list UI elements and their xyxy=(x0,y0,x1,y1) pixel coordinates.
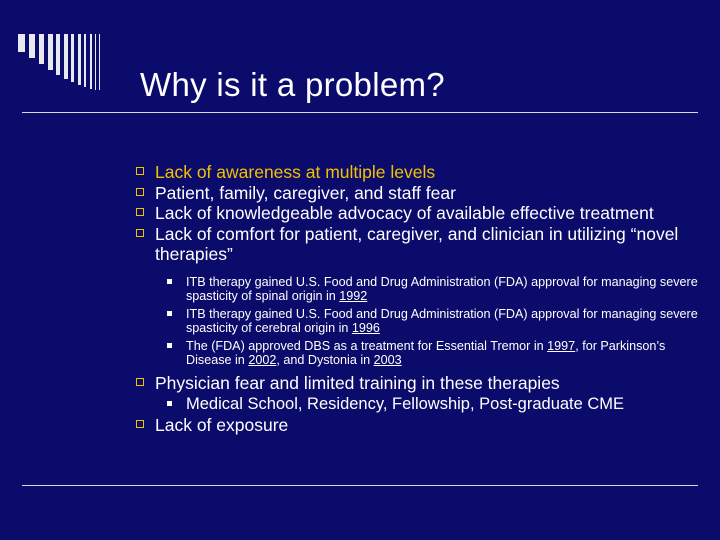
stripe xyxy=(29,34,35,58)
slide-title: Why is it a problem? xyxy=(140,66,445,103)
stripe xyxy=(18,34,25,52)
stripe xyxy=(71,34,74,82)
sub-bullet-itb-spinal: ITB therapy gained U.S. Food and Drug Administration (FDA) approval for managing severe spasticity of spinal origin in 1992 xyxy=(136,275,706,303)
stripe xyxy=(48,34,53,70)
bullet-comfort: Lack of comfort for patient, caregiver, and clinician in utilizing “novel therapies” xyxy=(136,224,706,265)
bullet-box-icon xyxy=(136,188,144,196)
bullet-box-icon xyxy=(136,378,144,386)
bullet-box-icon xyxy=(136,208,144,216)
bullet-square-icon xyxy=(167,311,172,316)
stripe xyxy=(56,34,60,75)
bullet-box-icon xyxy=(136,420,144,428)
fda-approval-list xyxy=(136,275,706,367)
bullet-awareness: Lack of awareness at multiple levels xyxy=(136,162,706,183)
stripe xyxy=(99,34,100,90)
bullet-advocacy: Lack of knowledgeable advocacy of available effective treatment xyxy=(136,203,706,224)
bullet-box-icon xyxy=(136,229,144,237)
stripe xyxy=(90,34,92,89)
bullet-square-icon xyxy=(167,343,172,348)
stripe xyxy=(95,34,96,90)
bullet-physician-fear: Physician fear and limited training in these therapies xyxy=(136,373,706,394)
stripe xyxy=(39,34,44,64)
stripe xyxy=(78,34,81,85)
slide-body xyxy=(136,162,706,436)
bullet-box-icon xyxy=(136,167,144,175)
bullet-exposure: Lack of exposure xyxy=(136,415,706,436)
decorative-stripes xyxy=(18,34,138,90)
stripe xyxy=(84,34,86,87)
sub-bullet-dbs: The (FDA) approved DBS as a treatment for Essential Tremor in 1997, for Parkinson’s Disease in 2002, and Dystonia in 2003 xyxy=(136,339,706,367)
bullet-fear: Patient, family, caregiver, and staff fear xyxy=(136,183,706,204)
sub-bullet-itb-cerebral: ITB therapy gained U.S. Food and Drug Administration (FDA) approval for managing severe spasticity of cerebral origin in 1996 xyxy=(136,307,706,335)
bullet-square-icon xyxy=(167,279,172,284)
sub-bullet-training: Medical School, Residency, Fellowship, Post-graduate CME xyxy=(136,393,706,415)
bullet-square-icon xyxy=(167,401,172,406)
stripe xyxy=(64,34,68,79)
footer-divider xyxy=(22,485,698,486)
title-divider xyxy=(22,112,698,113)
